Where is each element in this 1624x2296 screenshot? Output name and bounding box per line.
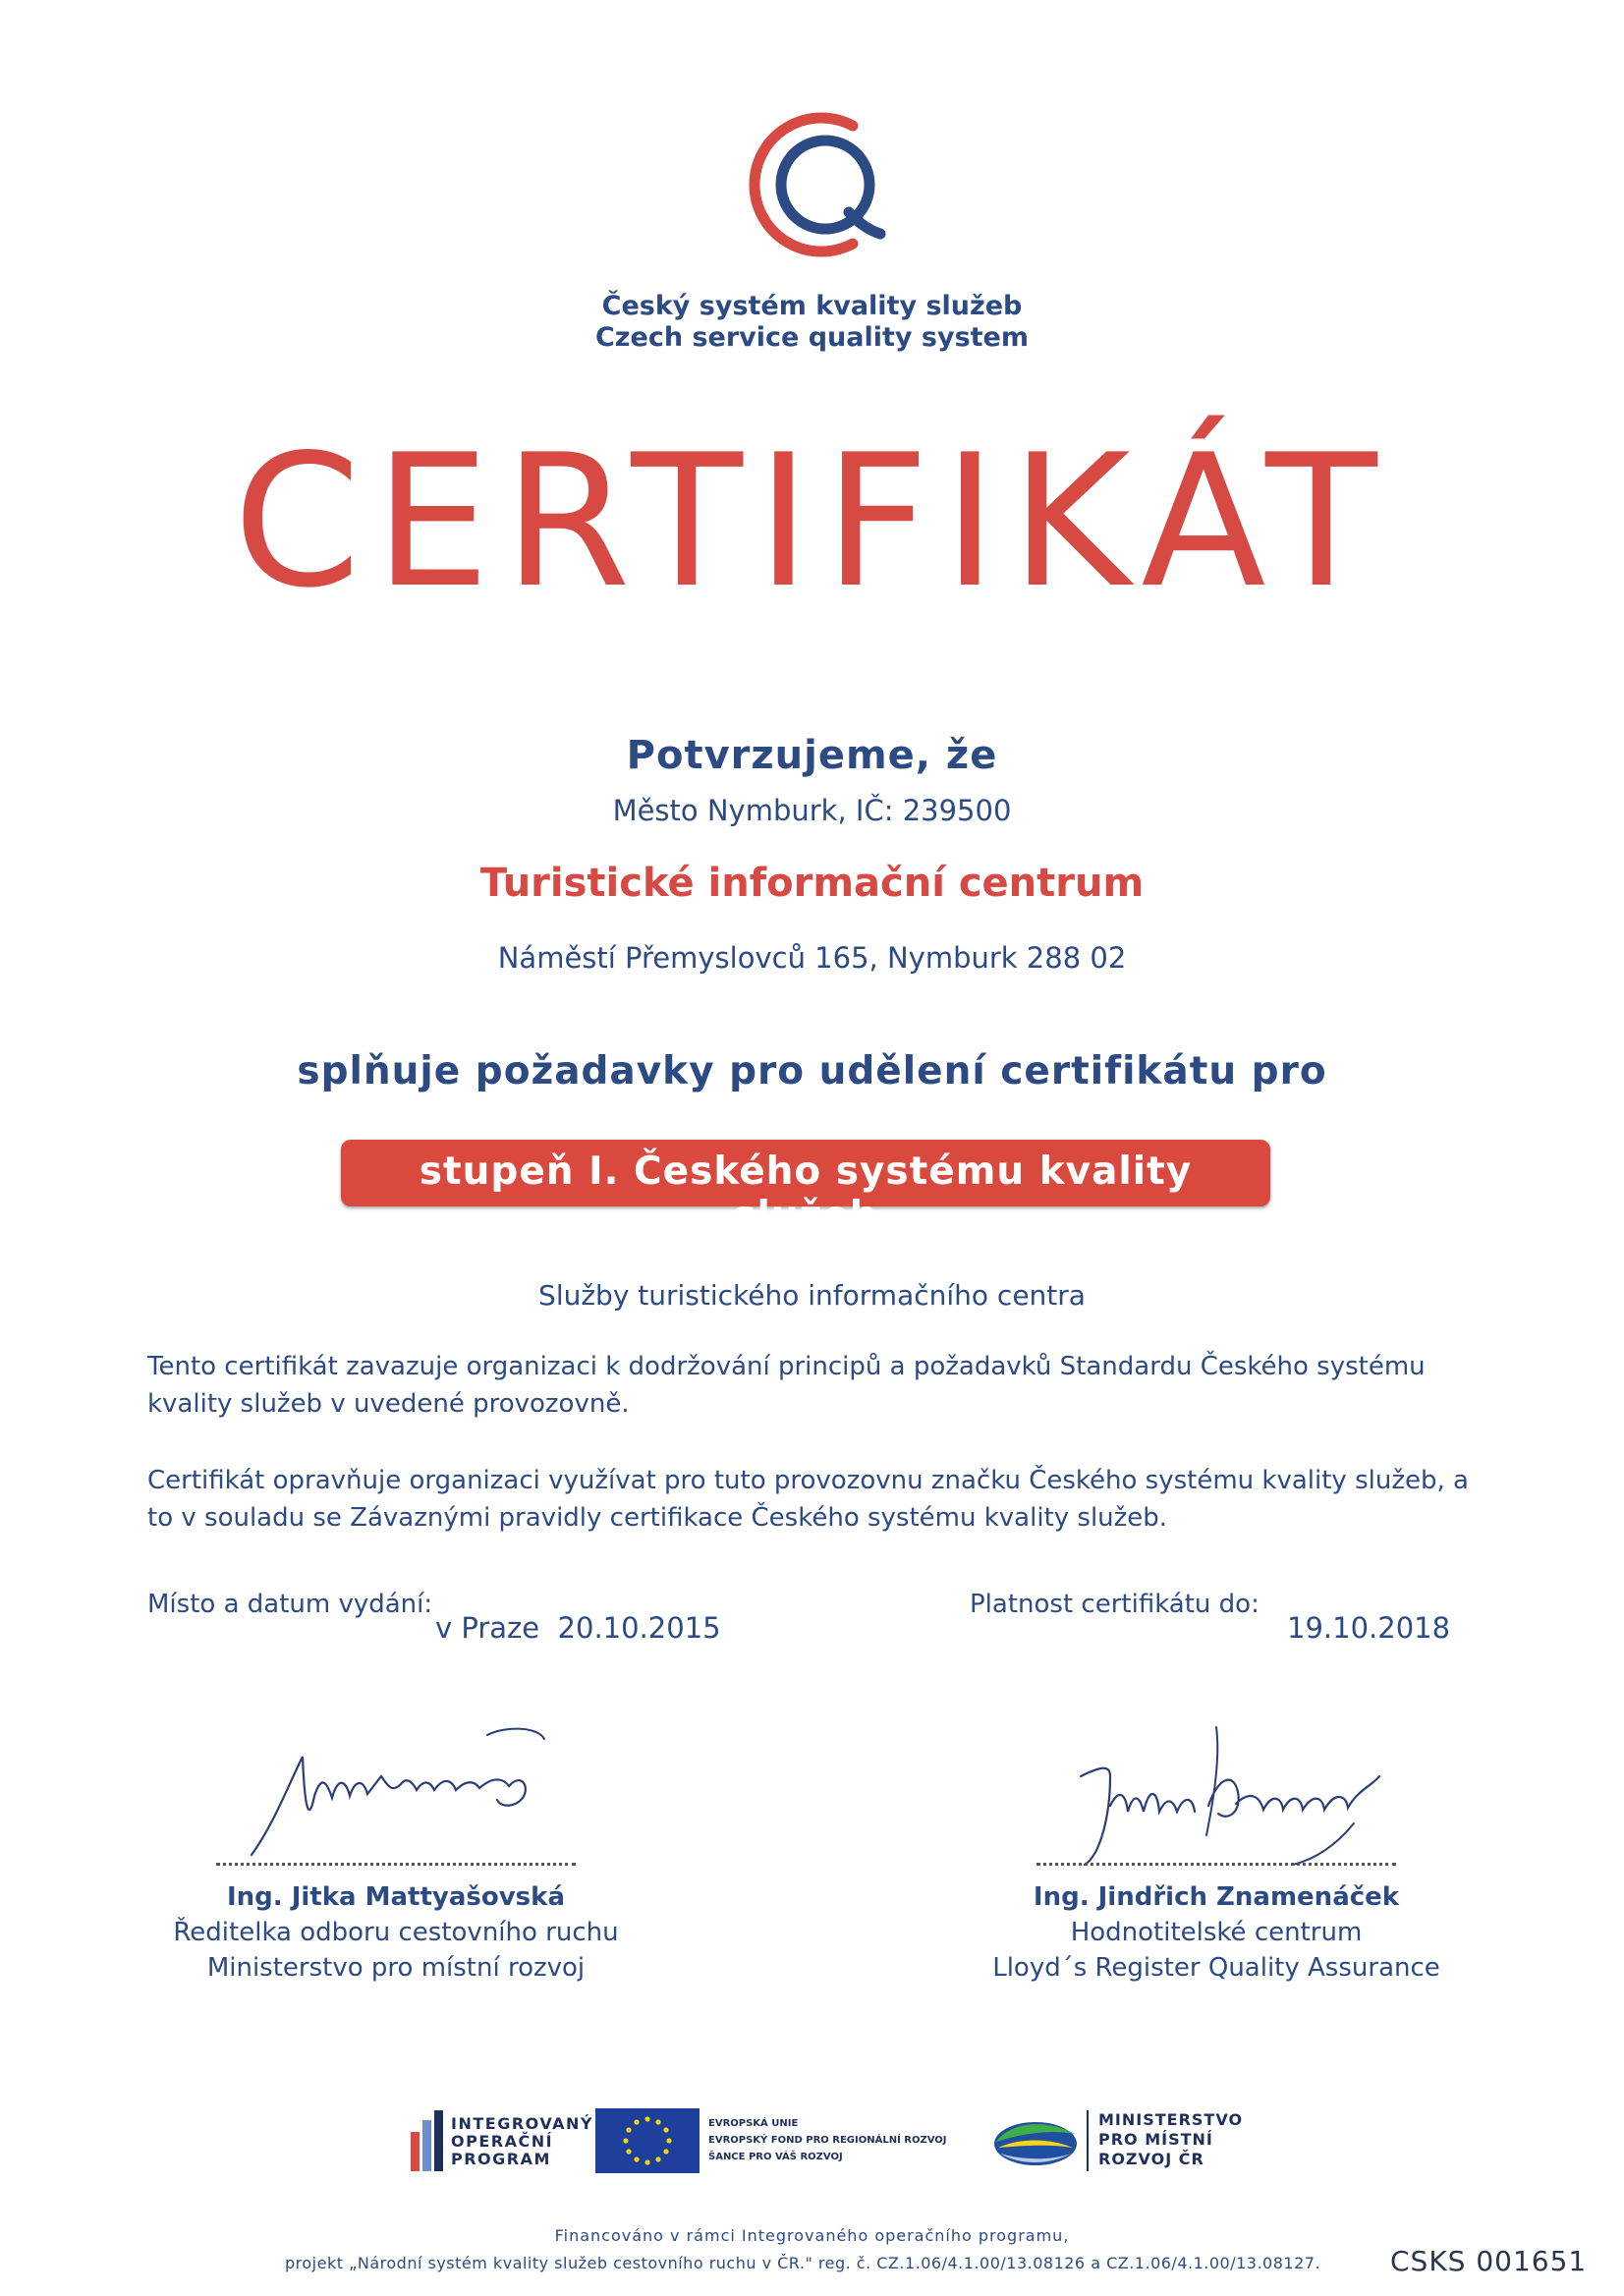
- services-text: Služby turistického informačního centra: [538, 1279, 1086, 1312]
- signatory-right-org: Lloyd´s Register Quality Assurance: [992, 1953, 1440, 1983]
- signatory-right: [971, 1879, 1462, 1986]
- certificate-title: CERTIFIKÁT: [233, 415, 1391, 628]
- eu-flag-icon: [595, 2108, 700, 2177]
- csks-logo: [723, 96, 910, 277]
- validity-label: Platnost certifikátu do:: [970, 1590, 1260, 1619]
- paragraph-entitlement: Certifikát opravňuje organizaci využívat pro tuto provozovnu značku Českého systému kvality služeb, a to v souladu se Závaznými pravidly certifikace Českého systému kvality služeb.: [147, 1466, 1469, 1533]
- signatory-right-role: Hodnotitelské centrum: [1070, 1918, 1363, 1947]
- eu-text: EVROPSKÁ UNIE EVROPSKÝ FOND PRO REGIONÁLNÍ ROZVOJ ŠANCE PRO VÁŠ ROZVOJ: [708, 2118, 947, 2162]
- signatory-left: [150, 1879, 642, 1986]
- org-name-cz: Český systém kvality služeb: [601, 291, 1023, 321]
- level-badge: [341, 1140, 1270, 1238]
- signature-line-left: [216, 1863, 576, 1866]
- funding-line-2: projekt „Národní systém kvality služeb cestovního ruchu v ČR." reg. č. CZ.1.06/4.1.00/13.08126 a CZ.1.06/4.1.00/13.08127.: [285, 2254, 1321, 2272]
- signature-right: [1041, 1717, 1395, 1878]
- address: Náměstí Přemyslovců 165, Nymburk 288 02: [497, 941, 1127, 975]
- funding-line-1: Financováno v rámci Integrovaného operačního programu,: [554, 2226, 1070, 2245]
- mmr-text: MINISTERSTVO PRO MÍSTNÍ ROZVOJ ČR: [1098, 2110, 1244, 2168]
- level-text: stupeň I. Českého systému kvality služeb: [419, 1149, 1193, 1238]
- paragraph-obligation: Tento certifikát zavazuje organizaci k dodržování principů a požadavků Standardu Českého systému kvality služeb v uvedené provozovně.: [147, 1352, 1426, 1419]
- organization: Město Nymburk, IČ: 239500: [612, 794, 1012, 827]
- issue-value: v Praze 20.10.2015: [435, 1611, 721, 1645]
- iop-logo-icon: [411, 2110, 444, 2175]
- mmr-logo-icon: [990, 2108, 1081, 2177]
- iop-text: INTEGROVANÝ OPERAČNÍ PROGRAM: [451, 2114, 593, 2168]
- org-name-en: Czech service quality system: [594, 322, 1030, 353]
- requirement-text: splňuje požadavky pro udělení certifikátu pro: [297, 1049, 1327, 1093]
- signatory-left-org: Ministerstvo pro místní rozvoj: [206, 1953, 586, 1983]
- signatory-left-role: Ředitelka odboru cestovního ruchu: [173, 1918, 619, 1947]
- certificate-number: CSKS 001651: [1390, 2245, 1588, 2277]
- signatory-left-name: Ing. Jitka Mattyašovská: [227, 1882, 565, 1912]
- mmr-divider: [1087, 2110, 1089, 2171]
- center-name: Turistické informační centrum: [479, 861, 1145, 906]
- issue-label: Místo a datum vydání:: [147, 1590, 433, 1619]
- confirm-text: Potvrzujeme, že: [626, 733, 998, 778]
- signature-line-right: [1036, 1863, 1396, 1866]
- signature-left: [244, 1717, 578, 1869]
- signatory-right-name: Ing. Jindřich Znamenáček: [1033, 1882, 1400, 1912]
- validity-value: 19.10.2018: [1287, 1611, 1451, 1645]
